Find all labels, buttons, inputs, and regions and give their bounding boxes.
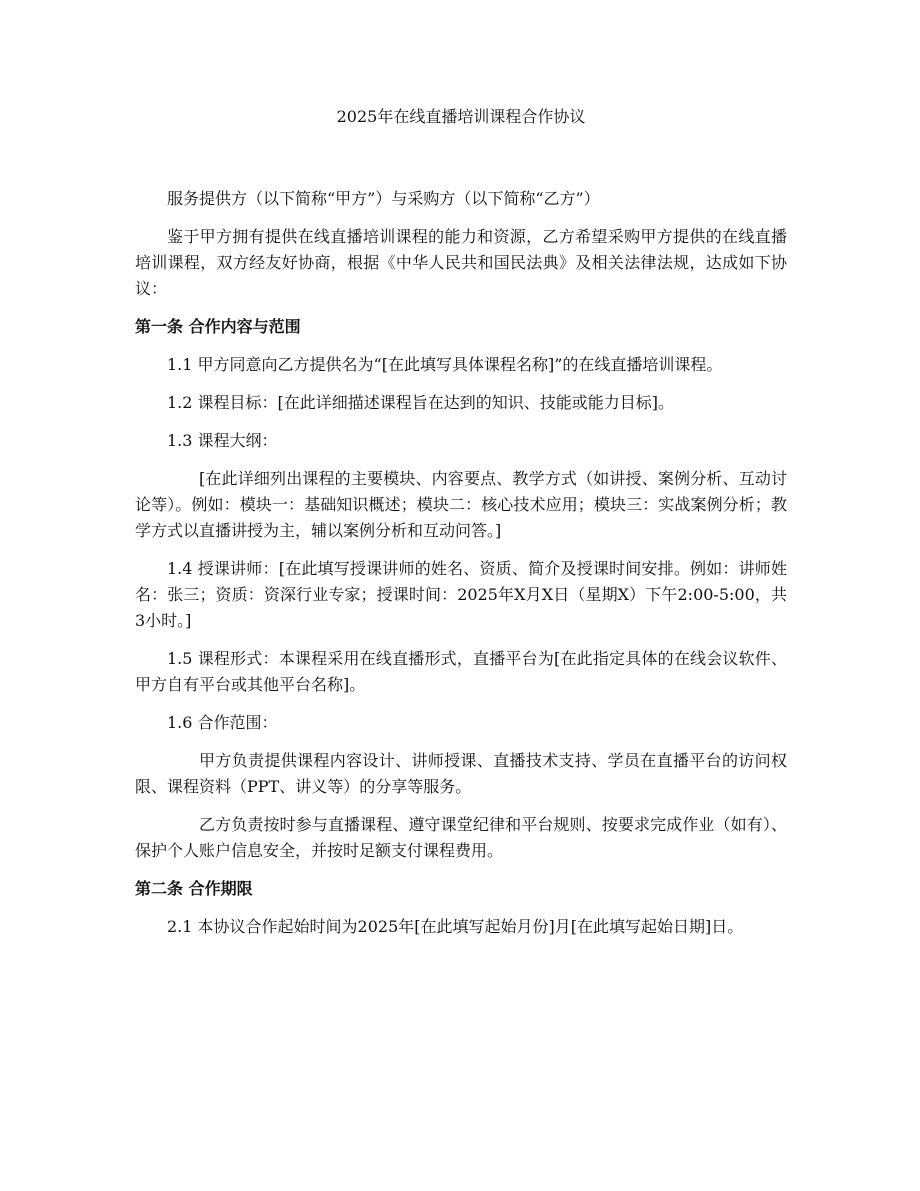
clause-2-1: 2.1 本协议合作起始时间为2025年[在此填写起始月份]月[在此填写起始日期]日。 [167, 917, 744, 936]
article-1-heading: 第一条 合作内容与范围 [135, 317, 301, 336]
clause-1-2: 1.2 课程目标：[在此详细描述课程旨在达到的知识、技能或能力目标]。 [167, 393, 675, 412]
clause-1-1: 1.1 甲方同意向乙方提供名为“[在此填写具体课程名称]”的在线直播培训课程。 [167, 355, 723, 374]
article-2-heading: 第二条 合作期限 [135, 879, 253, 898]
document-title: 2025年在线直播培训课程合作协议 [336, 107, 586, 126]
clause-1-5: 1.5 课程形式：本课程采用在线直播形式，直播平台为[在此指定具体的在线会议软件、甲方自有平台或其他平台名称]。 [135, 649, 787, 694]
preamble-paragraph: 鉴于甲方拥有提供在线直播培训课程的能力和资源，乙方希望采购甲方提供的在线直播培训课程，双方经友好协商，根据《中华人民共和国民法典》及相关法律法规，达成如下协议： [135, 227, 787, 298]
clause-1-3-detail: [在此详细列出课程的主要模块、内容要点、教学方式（如讲授、案例分析、互动讨论等）。例如：模块一：基础知识概述；模块二：核心技术应用；模块三：实战案例分析；教学方式以直播讲授为主，辅以案例分析和互动问答。] [135, 469, 787, 540]
clause-1-6-party-b: 乙方负责按时参与直播课程、遵守课堂纪律和平台规则、按要求完成作业（如有）、保护个人账户信息安全，并按时足额支付课程费用。 [135, 815, 787, 860]
document-body [135, 104, 787, 952]
clause-1-6: 1.6 合作范围： [167, 713, 278, 732]
parties-paragraph: 服务提供方（以下简称“甲方”）与采购方（以下简称“乙方”） [167, 189, 600, 208]
clause-1-4: 1.4 授课讲师：[在此填写授课讲师的姓名、资质、简介及授课时间安排。例如：讲师姓名：张三；资质：资深行业专家；授课时间：2025年X月X日（星期X）下午2:00-5:00，共3小时。] [135, 559, 787, 630]
clause-1-3: 1.3 课程大纲： [167, 431, 278, 450]
clause-1-6-party-a: 甲方负责提供课程内容设计、讲师授课、直播技术支持、学员在直播平台的访问权限、课程资料（PPT、讲义等）的分享等服务。 [135, 751, 787, 796]
